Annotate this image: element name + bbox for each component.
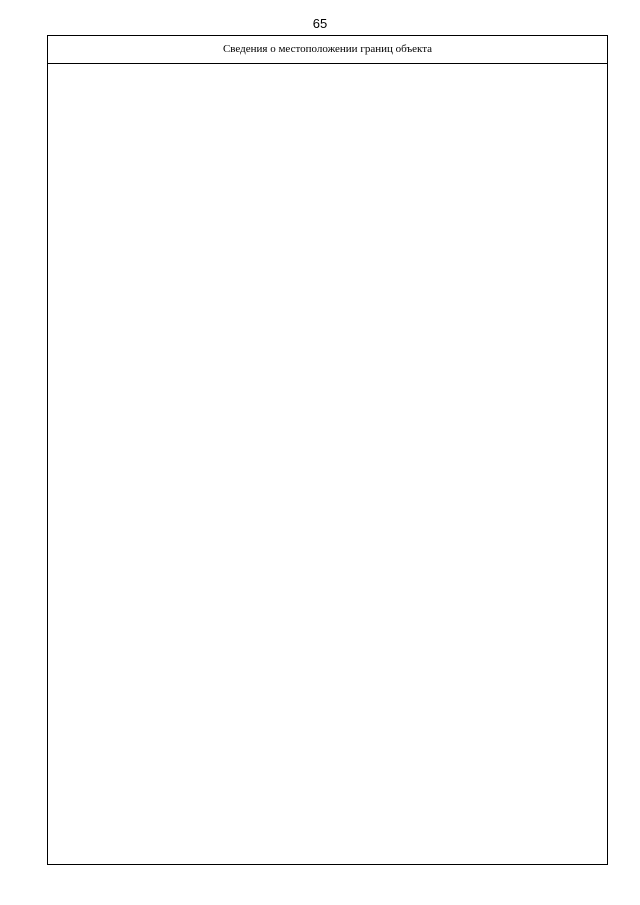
page-number: 65 — [312, 16, 328, 31]
table-title: Сведения о местоположении границ объекта — [48, 36, 607, 64]
table-body — [48, 64, 607, 864]
boundary-table — [47, 35, 608, 865]
